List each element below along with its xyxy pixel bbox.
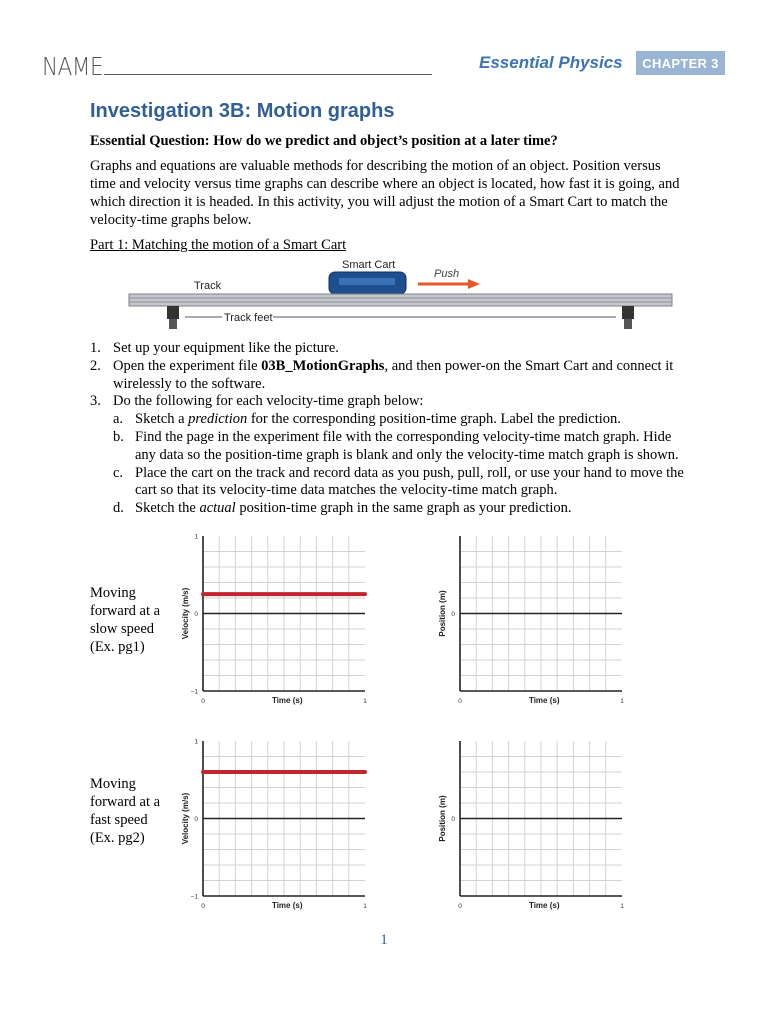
intro-line: velocity-time graphs below. [90, 212, 252, 228]
x-tick-label: 0 [458, 903, 462, 910]
graph-label-line: slow speed [90, 621, 155, 637]
y-axis-label: Position (m) [438, 795, 447, 842]
x-axis-label: Time (s) [528, 901, 560, 910]
name-label: NAME [42, 52, 104, 81]
velocity-time-graph-slow [178, 528, 374, 710]
x-tick-label: 1 [363, 698, 367, 705]
track-foot-right-post [624, 319, 632, 329]
y-tick-label: −1 [190, 688, 198, 696]
step-number: 1. [90, 340, 101, 356]
step-item [90, 358, 715, 394]
step-text: Open the experiment file 03B_MotionGraphs, and then power-on the Smart Cart and connect it [113, 357, 674, 374]
track-foot-left [167, 306, 179, 319]
step-item [90, 340, 715, 358]
y-axis-label: Position (m) [438, 590, 447, 637]
steps-list [90, 340, 715, 518]
step-item [90, 393, 715, 411]
graph-set-label [90, 775, 170, 847]
x-tick-label: 1 [363, 903, 367, 910]
intro-line: Graphs and equations are valuable methods for describing the motion of an object. Position versus [90, 158, 661, 174]
y-tick-label: 0 [194, 611, 198, 618]
substep-text: any data so the position-time graph is blank and only the velocity-time match graph is shown. [135, 446, 679, 463]
step-text: Set up your equipment like the picture. [113, 340, 339, 356]
graph-label-line: (Ex. pg1) [90, 639, 145, 655]
track-foot-left-post [169, 319, 177, 329]
brand-title: Essential Physics [479, 53, 623, 72]
track-label: Track [194, 280, 222, 292]
graph-label-line: Moving [90, 776, 136, 792]
substep-text: Find the page in the experiment file with the corresponding velocity-time match graph. Hide [135, 428, 672, 445]
substep-text: Sketch the actual position-time graph in the same graph as your prediction. [135, 500, 572, 517]
track-foot-right [622, 306, 634, 319]
x-tick-label: 0 [458, 698, 462, 705]
graph-label-line: fast speed [90, 812, 148, 828]
substep-item [90, 465, 715, 501]
y-tick-label: 0 [194, 816, 198, 823]
graph-label-line: forward at a [90, 794, 161, 810]
substep-text: cart so that its velocity-time data matches the velocity-time match graph. [135, 482, 558, 499]
graph-label-line: Moving [90, 585, 136, 601]
push-label: Push [434, 268, 460, 280]
x-tick-label: 1 [620, 698, 624, 705]
substep-text: Place the cart on the track and record data as you push, pull, roll, or use your hand to move the [135, 464, 684, 481]
position-time-graph-slow [435, 528, 631, 710]
step-number: 2. [90, 357, 101, 374]
track-feet-label: Track feet [224, 312, 273, 324]
substep-letter: a. [113, 411, 124, 428]
step-text: Do the following for each velocity-time graph below: [113, 393, 424, 410]
y-axis-label: Velocity (m/s) [181, 587, 190, 640]
graph-label-line: (Ex. pg2) [90, 830, 145, 846]
intro-line: time and velocity versus time graphs can describe where an object is located, how fast it is going, and [90, 176, 680, 192]
intro-line: which direction it is headed. In this activity, you will adjust the motion of a Smart Cart to match the [90, 194, 668, 210]
x-tick-label: 0 [201, 698, 205, 705]
substep-item [90, 500, 715, 518]
y-tick-label: 0 [451, 816, 455, 823]
substep-text: Sketch a prediction for the corresponding position-time graph. Label the prediction. [135, 411, 621, 428]
equipment-figure [125, 255, 680, 335]
y-tick-label: −1 [190, 893, 198, 901]
x-axis-label: Time (s) [271, 696, 303, 705]
substep-letter: d. [113, 500, 124, 517]
track [129, 294, 672, 306]
velocity-time-graph-fast [178, 733, 374, 915]
x-tick-label: 0 [201, 903, 205, 910]
y-tick-label: 1 [194, 738, 198, 746]
intro-paragraph [90, 157, 715, 229]
y-tick-label: 0 [451, 611, 455, 618]
y-axis-label: Velocity (m/s) [181, 792, 190, 845]
x-tick-label: 1 [620, 903, 624, 910]
substep-item [90, 411, 715, 429]
substep-letter: b. [113, 428, 124, 445]
substep-letter: c. [113, 464, 124, 481]
page-title: Investigation 3B: Motion graphs [90, 100, 395, 122]
graph-set-label [90, 584, 170, 656]
cart-label-plate [339, 278, 395, 285]
chapter-badge: CHAPTER 3 [636, 51, 725, 75]
name-line [104, 74, 432, 75]
graph-label-line: forward at a [90, 603, 161, 619]
smart-cart-label: Smart Cart [342, 259, 396, 271]
part1-heading: Part 1: Matching the motion of a Smart Cart [90, 237, 347, 253]
file-name: 03B_MotionGraphs [261, 357, 385, 374]
substep-item [90, 429, 715, 465]
step-number: 3. [90, 393, 101, 410]
position-time-graph-fast [435, 733, 631, 915]
x-axis-label: Time (s) [271, 901, 303, 910]
page-number: 1 [380, 932, 388, 948]
essential-question: Essential Question: How do we predict and object’s position at a later time? [90, 133, 558, 149]
y-tick-label: 1 [194, 533, 198, 541]
x-axis-label: Time (s) [528, 696, 560, 705]
step-text: wirelessly to the software. [113, 375, 266, 392]
